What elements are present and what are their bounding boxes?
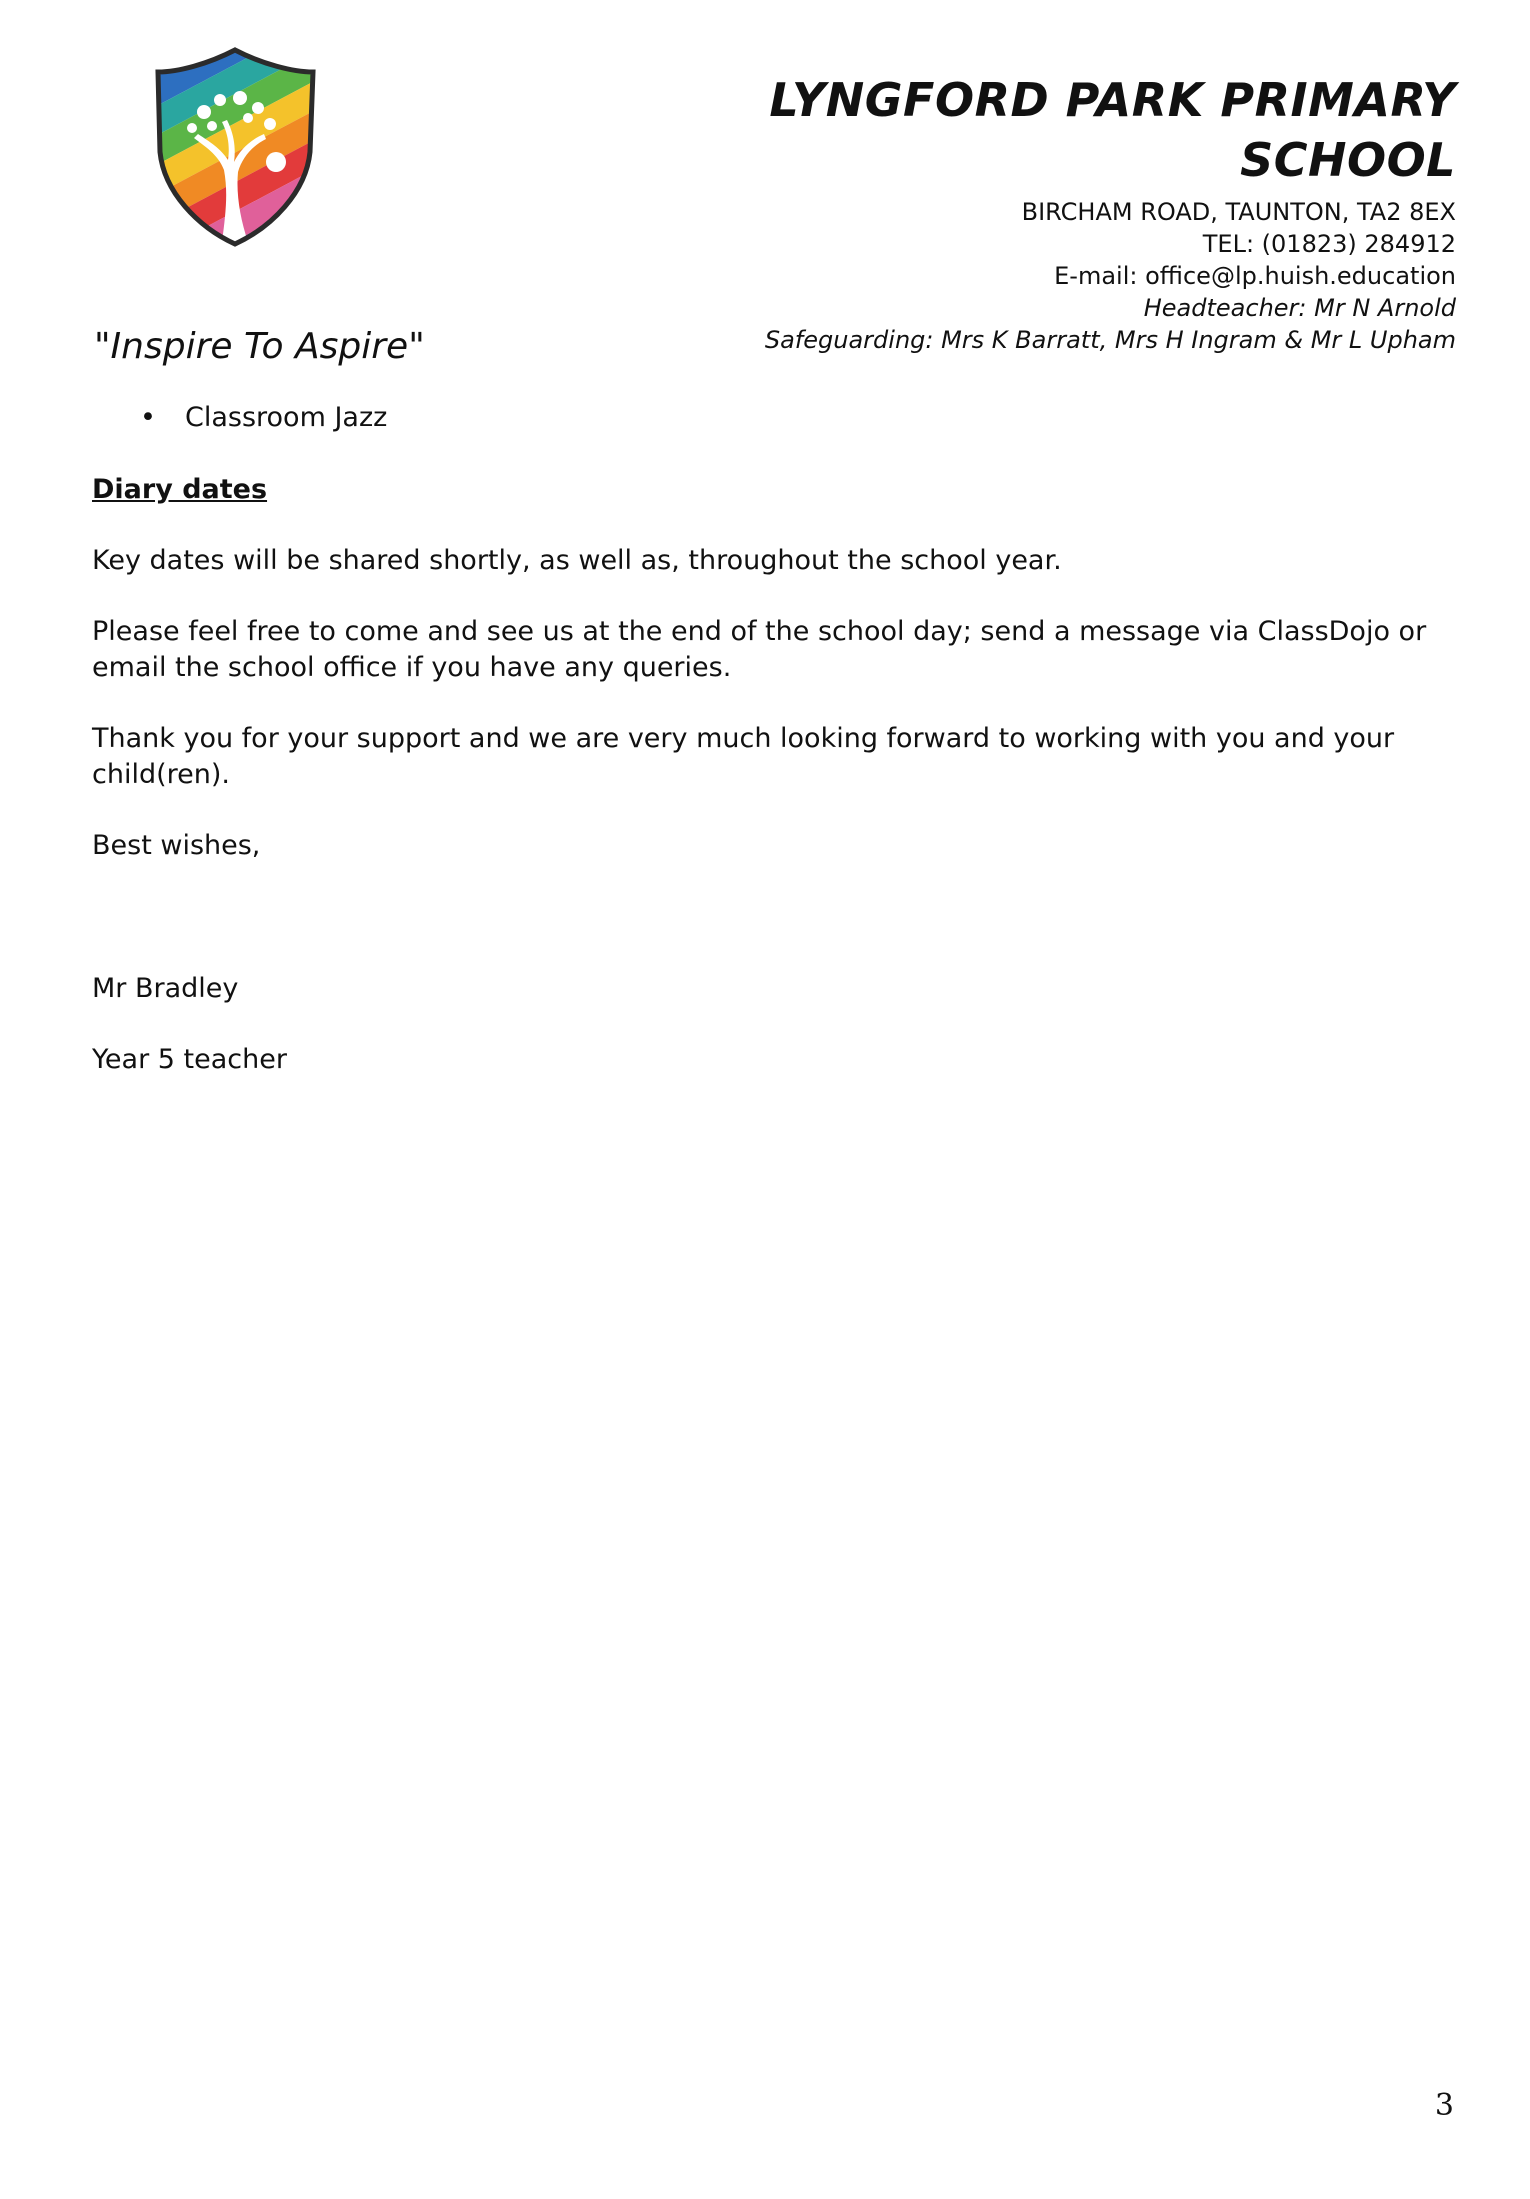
letter-body — [92, 400, 1462, 1078]
safeguarding-line: Safeguarding: Mrs K Barratt, Mrs H Ingram & Mr L Upham — [764, 326, 1456, 354]
diary-dates-heading: Diary dates — [92, 474, 268, 505]
page-number: 3 — [1434, 2088, 1454, 2123]
school-telephone: TEL: (01823) 284912 — [1202, 230, 1456, 258]
bullet-icon: • — [140, 402, 156, 433]
school-motto: "Inspire To Aspire" — [94, 326, 425, 367]
bullet-list — [92, 400, 1462, 444]
school-address: BIRCHAM ROAD, TAUNTON, TA2 8EX — [1021, 198, 1456, 226]
list-item — [92, 400, 1462, 444]
sign-off: Best wishes, — [92, 830, 261, 861]
headteacher-line: Headteacher: Mr N Arnold — [1143, 294, 1456, 322]
list-item-text: Classroom Jazz — [185, 402, 388, 433]
school-email: E-mail: office@lp.huish.education — [1054, 262, 1456, 290]
signature-name: Mr Bradley — [92, 973, 239, 1004]
paragraph: Please feel free to come and see us at the end of the school day; send a message via ClassDojo or email the school office if you have any queries. — [92, 616, 1427, 683]
signature-role: Year 5 teacher — [92, 1044, 287, 1075]
paragraph: Key dates will be shared shortly, as well as, throughout the school year. — [92, 545, 1062, 576]
school-crest-icon — [148, 42, 323, 252]
paragraph: Thank you for your support and we are very much looking forward to working with you and your child(ren). — [92, 723, 1395, 790]
letterhead — [556, 70, 1456, 356]
school-name: LYNGFORD PARK PRIMARY SCHOOL — [769, 73, 1456, 187]
